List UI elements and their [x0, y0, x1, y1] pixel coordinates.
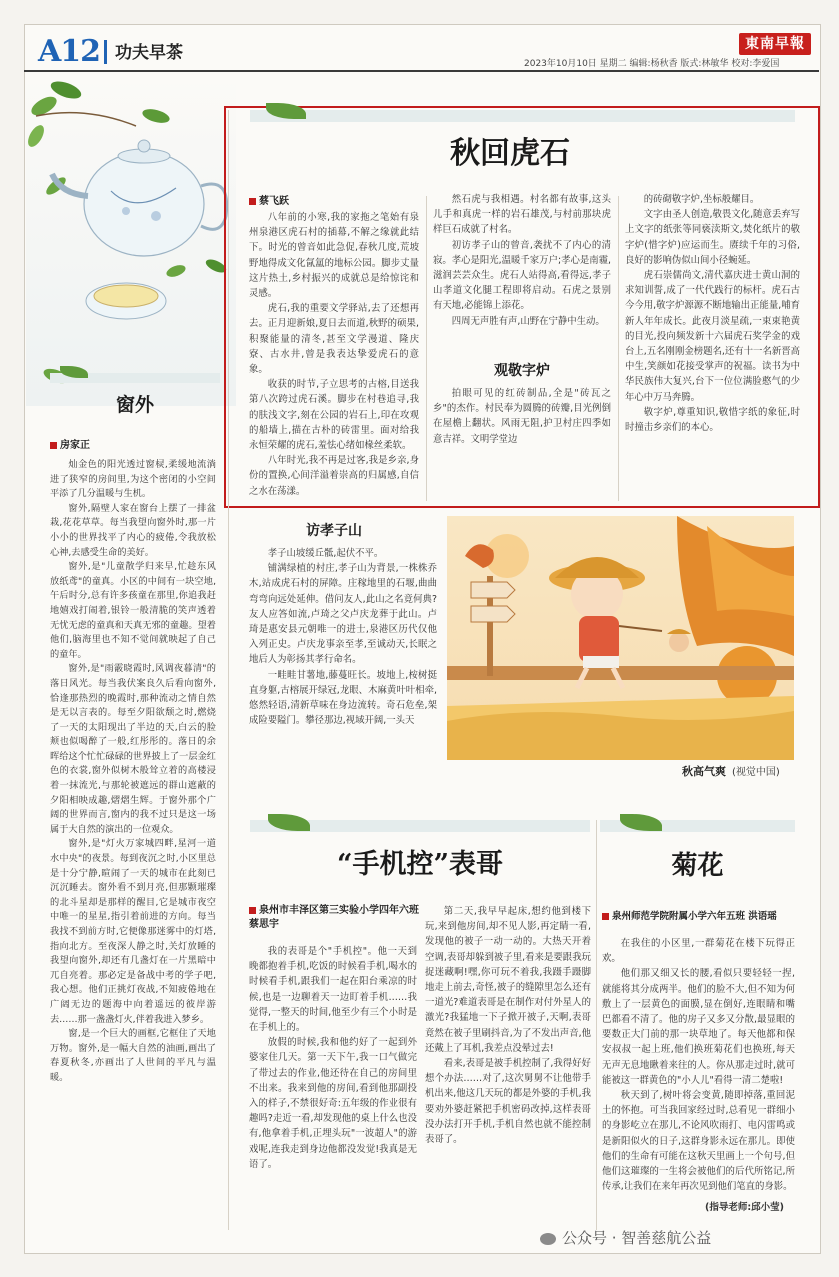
paragraph: 收获的时节,子立思考的古榕,目送我第八次跨过虎石溪。脚步在村巷追寻,我的肤浅文字,刻在公园的岩石上,印在攻观的船墙上,描在古朴的砖雷里。面对给我永恒荣耀的虎石,羞怯心绪如椽丝柔软。: [249, 379, 419, 452]
paragraph: 八年时光,我不再是过客,我是乡亲,身份的置换,心间洋溢着崇高的归属感,自信之水在荡漾。: [249, 455, 419, 497]
main-article-title: 秋回虎石: [450, 136, 570, 171]
phone-article-col1: [249, 944, 417, 1226]
paragraph: 他们那又细又长的腰,看似只要轻轻一捏,就能将其分成两半。他们的脸不大,但不知为何敷上了一层黄色的面膜,显在倒好,连眼睛和嘴巴都看不清了。他的房子又多又分散,最显眼的要数正大门前的那一块草地了。每天他都和保安叔叔一起上班,他们换班菊花们也换班,每天无声无息地瞅着来往的人。你从那走过时,就可能被这一群黄色的"小人儿"看得一清二楚啦!: [602, 968, 795, 1086]
paragraph: 窗外,是"灯火万家城四畔,星河一道水中央"的夜景。每到夜沉之时,小区里总是十分宁静,暄闹了一天的城市在此刻已沉沉睡去。窗外看不到月亮,但那颗璀璨的北斗星却是那样的醒目,它是城市夜空中唯一的星星,指引着前进的方向。每当我找不到前方时,它便像那迷雾中的灯塔,指向北方。至夜深人静之时,关灯放睡的我望向窗外,却还有几盏灯在一片黑暗中兀自亮着。那必定是备战中考的学子吧,我心想。他们正挑灯夜战,不知疲倦地在广阔无边的题海中向着遥远的彼岸游去……那一盏盏灯火,伴着我进入梦乡。: [50, 838, 216, 1025]
paragraph: 我的表哥是个"手机控"。他一天到晚都抱着手机,吃饭的时候看手机,喝水的时候看手机,跟我们一起在阳台乘凉的时候,也是一边聊着天一边盯着手机……我觉得,一整天的时间,他至少有三个小时是在手机上的。: [249, 946, 417, 1034]
column-rule: [426, 196, 427, 501]
phone-article-title: “手机控”表哥: [336, 849, 504, 880]
left-article-author: 房家正: [50, 436, 90, 451]
paragraph: 文字由圣人创造,敬畏文化,随意丢弃写上文字的纸张等同亵渎斯文,焚化纸片的敬字炉(惜字炉)应运而生。赓续千年的习俗,良好的影响伪似山间小径蜿延。: [625, 209, 800, 266]
paragraph: 四周无声胜有声,山野在宁静中生动。: [451, 315, 605, 327]
left-article-body: [50, 458, 216, 1228]
paragraph: 拍眼可见的红砖制品,全是"砖瓦之乡"的杰作。村民奉为圆腾的砖瓣,目光例倒在屋檐上翻状。风雨无阻,护卫村庄四季如意吉祥。文明学堂边: [433, 388, 611, 445]
paragraph: 窗外,是"儿童散学归来早,忙趁东风放纸鸢"的童真。小区的中间有一块空地,午后时分,总有许多孩童在那里,你追我赶地嬉戏打闹着,银铃一般清脆的笑声透着无忧无虑的童真和天真无邪的童趣。望着他们,脑海里也不知不觉间就映起了自己的童年。: [50, 561, 216, 660]
paragraph: 的砖砌敬字炉,坐标般耀目。: [643, 194, 760, 205]
sub-article-body: [249, 546, 437, 786]
autumn-illustration: [447, 516, 794, 760]
boy-on-fence-illustration: [447, 516, 794, 760]
paragraph: 窗外,隔壁人家在窗台上摆了一排盆栽,花花草草。每当我望向窗外时,那一片小小的世界找平了内心的疲倦,令我放松心神,去感受生命的美好。: [50, 502, 216, 558]
phone-article-col2: [425, 904, 591, 1226]
section-divider: [104, 40, 107, 64]
wechat-icon: [540, 1233, 556, 1245]
paragraph: 看来,表哥是被手机控制了,我得好好想个办法……对了,这次舅舅不让他带手机出来,他这几天玩的都是外婆的手机,我要劝外婆赶紧把手机密码改掉,这样表哥没办法打开手机,手机自然也就不能控制表哥了。: [425, 1058, 591, 1146]
paragraph: 灿金色的阳光透过窗棂,柔缓地流淌进了狭窄的房间里,为这个密闭的小空间平添了几分温暖与生机。: [50, 459, 216, 500]
paragraph: 铺满绿植的村庄,孝子山为背景,一株株乔木,站成虎石村的屏障。庄稼地里的石堰,曲曲弯弯向远处延伸。借问友人,此山之名竟何典?友人应答如流,卢琦之父卢庆龙葬于此山。卢琦是惠安县元朝唯一的进士,泉港区历代仅他入列正史。卢庆龙事亲至孝,至诚动天,长眠之地后人为彰扬其孝行命名。: [249, 563, 437, 666]
phone-article-author: 泉州市丰泽区第三实验小学四年六班 蔡思宇: [249, 905, 419, 930]
teapot-illustration: [26, 76, 236, 406]
flower-article-title: 菊花: [671, 851, 724, 881]
main-article-col2b: [433, 386, 611, 502]
column-rule: [618, 196, 619, 501]
paragraph: 然石虎与我相遇。村名都有故事,这头儿手和真虎一样的岩石雄茂,与村前那块虎样巨石成就了村名。: [433, 194, 611, 236]
main-article-col2: [433, 192, 611, 354]
flower-article-author: 泉州师范学院附属小学六年五班 洪语瑶: [602, 908, 797, 922]
flower-article-body: [602, 936, 795, 1198]
section-name: 功夫早茶: [115, 43, 183, 63]
paragraph: 放假的时候,我和他约好了一起到外婆家住几天。第一天下午,我一口气做完了带过去的作业,他还待在自己的房间里不出来。我来到他的房间,看到他那副投入的样子,不禁很好奇:五年级的作业很有趣吗?走近一看,却发现他的桌上什么也没有,他拿着手机,正埋头玩"一波超人"的游戏呢,连我走到身边他都没发觉!我真是无语了。: [249, 1037, 417, 1170]
title-band: [250, 110, 795, 122]
paragraph: 初访孝子山的曾音,袭扰不了内心的清寂。孝心是阳光,温暖千家万户;孝心是南霾,滋润芸芸众生。虎石人站得高,看得远,孝子山孝道文化腿工程即将启动。石虎之景别有天地,必能锦上添花。: [433, 239, 611, 312]
main-article-author: 蔡飞跃: [249, 192, 289, 207]
paragraph: 敬字炉,尊重知识,敬惜字纸的象征,时时撞击乡亲们的本心。: [625, 406, 800, 434]
column-rule: [596, 820, 597, 1230]
paragraph: 秋天到了,树叶将会变黄,随即掉落,重回泥土的怀抱。可当我回家经过时,总看见一群细小的身影屹立在那儿,不论风吹雨打、电闪雷鸣或是新阳似火的日子,这群身影永远在那儿。即使他们的生命有可能在这秋天里画上一个句号,但他们这璀璨的一生将会被他们的后代所铭记,所传承,让我们在来年再次见到他们笔直的身影。: [602, 1090, 795, 1193]
main-article-col1: [249, 210, 419, 506]
newspaper-logo: 東南早報: [739, 33, 811, 55]
masthead-rule: [24, 70, 819, 72]
paragraph: 窗,是一个巨大的画框,它框住了天地万物。窗外,是一幅大自然的油画,画出了春夏秋冬,亦画出了人世间的平凡与温暖。: [50, 1028, 216, 1083]
illustration-caption: 秋高气爽 (视觉中国): [682, 765, 780, 778]
paragraph: 窗外,是"雨霰晓霞时,风调夜暮清"的落日风光。每当我伏案良久后看向窗外,恰逢那热烈的晚霞时,那种流动之情自然是无以言表的。每至夕阳欲颓之时,燃烧了一天的太阳现出了半边的天,白云的脸颊也似喝醉了一般,红彤彤的。落日的余晖给这个忙忙碌碌的世界披上了一层金红色的衣裳,窗外似树木般耸立着的高楼浸着一抹流光,与那轮被遮远的群山遮蔽的夕阳相映成趣,熠熠生辉。于窗外那个广阔的世界而言,窗内的我不过只是这一场属于大自然的演出的一位观众。: [50, 663, 216, 835]
page-number: A12: [38, 34, 101, 69]
paragraph: 孝子山坡缓丘骶,起伏不平。: [267, 548, 384, 559]
flower-article-mentor: (指导老师:邱小莹): [705, 1202, 784, 1213]
dateline: 2023年10月10日 星期二 编辑:杨秋香 版式:林敏华 校对:李爱国: [524, 59, 780, 69]
paragraph: 第二天,我早早起床,想约他到楼下玩,来到他房间,却不见人影,再定睛一看,发现他的被子一动一动的。大热天开着空调,表哥却躲到被子里,看来是要跟我玩捉迷藏啊!嘿,你可玩不着我,我蹑手蹑脚地走上前去,奇怪,被子的缝隙里怎么还有一道光?难道表哥是在制作对付外星人的激光?我猛地一下子掀开被子,天啊,表哥竟然在被子里刷抖音,为了不发出声音,他还戴上了耳机,我差点没晕过去!: [425, 906, 591, 1054]
main-article-col3: [625, 192, 800, 502]
paragraph: 八年前的小寒,我的家拖之笔始有泉州泉港区虎石村的插幕,不解之缘就此结下。时光的曾音如此急促,春秋几度,荒坡野地得成文化氤氲的地标公园。脚步丈量这片热土,乡村振兴的成就总是给惊诧和灵感。: [249, 212, 419, 300]
subhead-fangxiaozishan: 访孝子山: [306, 523, 362, 539]
wechat-watermark: 公众号 · 智善慈航公益: [540, 1227, 711, 1248]
column-rule: [228, 110, 229, 1230]
paragraph: 虎石,我的重要文学驿站,去了还想再去。正月迎新娘,夏日去而道,秋野的硕果,积聚能量的清冬,甚至文学漫道、隆庆寮、古水井,曾是我表达挚爱虎石的意象。: [249, 303, 419, 376]
paragraph: 虎石崇儒尚文,清代嘉庆进士黄山洞的求知训誓,成了一代代践行的标杆。虎石古今今用,敬字炉源源不断地输出正能量,哺育新人年年成长。此夜月淡星疏,一束束艳黄的目光,投向频发新十六届虎石奖学金的戏台上,五名刚刚金榜题名,还有十一名新晋高中生,笑颜如花接受掌声的祝福。读书为中华民族伟大复兴,台下一位位满脸憨气的少年心中万马奔腾。: [625, 270, 800, 403]
paragraph: 一畦畦甘薯地,藤蔓旺长。坡地上,桉树挺直身躯,古榕展开绿冠,龙眼、木麻黄叶叶相牵,悠然轻语,清新草味在身边流转。奇石危垒,架成险要隘门。攀径那边,视域开阔,一头天: [249, 669, 437, 727]
subhead-guanjingzilu: 观敬字炉: [494, 363, 550, 379]
left-article-title: 窗外: [115, 394, 154, 416]
paragraph: 在我住的小区里,一群菊花在楼下玩得正欢。: [602, 938, 795, 965]
